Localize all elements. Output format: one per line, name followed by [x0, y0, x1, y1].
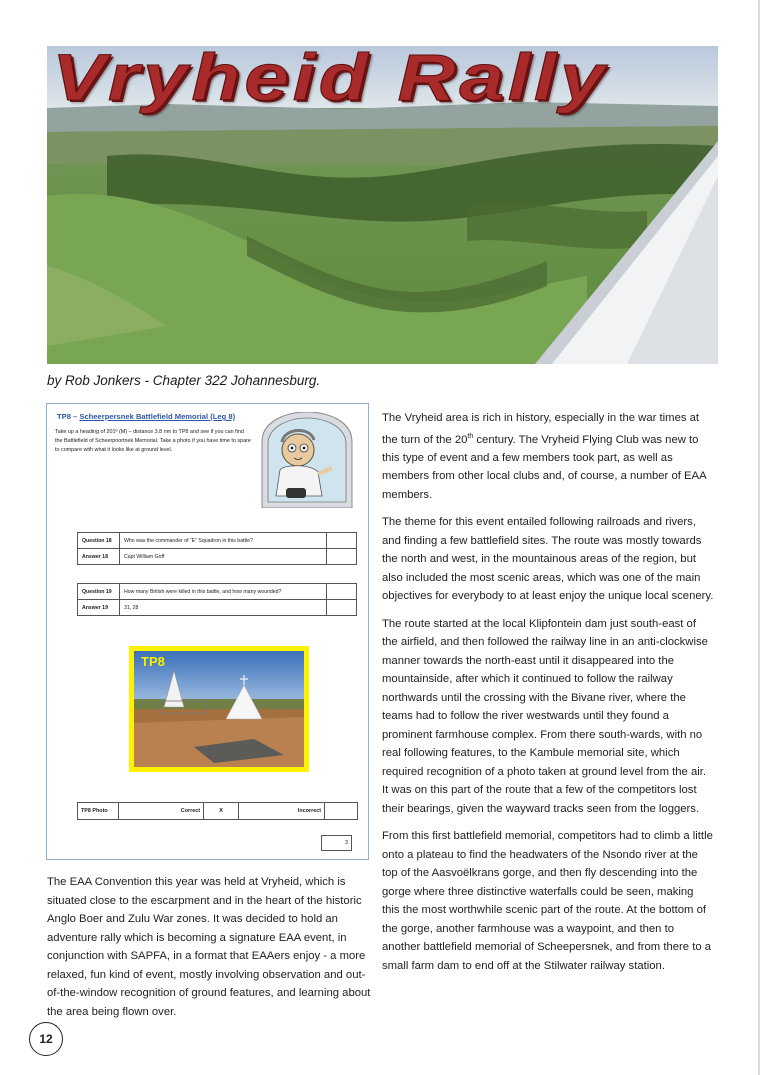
tp8-photo — [129, 646, 309, 772]
answer-18-text: Capt William Goff — [120, 549, 327, 565]
right-column — [382, 409, 714, 984]
right-paragraph-1 — [382, 409, 714, 504]
table-row — [78, 584, 357, 600]
question-18-label: Question 18 — [78, 533, 120, 549]
incorrect-label: Incorrect — [239, 803, 325, 820]
table-row — [78, 600, 357, 616]
table-row — [78, 533, 357, 549]
worksheet-title-prefix: TP8 – — [57, 412, 80, 421]
score-cell — [325, 803, 358, 820]
pilot-cartoon-illustration — [258, 412, 356, 508]
answer-19-text: 31, 28 — [120, 600, 327, 616]
right-paragraph-3: The route started at the local Klipfontein dam just south-east of the airfield, and then followed the railway line in an anti-clockwise manner towards the north-east until it disappeared into the mountainside, after which it continued to follow the railway northwards until the crossing with the Bivane river, where the teams had to follow the river westwards until they found a prominent farmhouse complex. From there south-wards, with no real following features, to the Kambule memorial site, which required recognition of a photo taken at ground level from the air. It was on this part of the route that a few of the competitors lost their bearings, given the wayward tracks seen from the loggers. — [382, 617, 708, 815]
answer-19-label: Answer 19 — [78, 600, 120, 616]
question-19-table — [77, 583, 357, 616]
photo-row-label: TP8 Photo — [78, 803, 119, 820]
ordinal-suffix: th — [467, 432, 474, 440]
tp8-photo-label: TP8 — [141, 654, 165, 669]
left-paragraph: The EAA Convention this year was held at Vryheid, which is situated close to the escarpment and in the heart of the historic Anglo Boer and Zulu War zones. It was decided to hold an adventure rally which is becoming a signature EAA event, in conjunction with SAPFA, in a format that EAAers enjoy - a more relaxed, fun kind of event, mostly involving observation and out-of-the-window recognition of ground features, and learning about the area being flown over. — [47, 876, 371, 1018]
correct-mark: X — [204, 803, 239, 820]
worksheet-title-underlined: Scheerpersnek Battlefield Memorial (Leg 8) — [79, 412, 236, 421]
left-column — [47, 873, 372, 1030]
question-19-text: How many British were killed in this battle, and how many wounded? — [120, 584, 327, 600]
table-row — [78, 803, 358, 820]
worksheet-intro: Take up a heading of 201º (M) – distance 3.8 nm to TP8 and see if you can find the Battlefield of Scheerpoortnek Memorial. Take a photo if you have time to spare to compare with what it looks like at ground level. — [55, 429, 251, 453]
photo-result-table — [77, 802, 358, 820]
question-18-table — [77, 532, 357, 565]
worksheet-page-number: 3 — [321, 835, 352, 851]
article-title: Vryheid Rally — [52, 40, 609, 114]
right-paragraph-4: From this first battlefield memorial, competitors had to climb a little onto a plateau to find the headwaters of the Nsondo river at the top of the Aasvoëlkrans gorge, and then fly descending into the gorge where three distinctive waterfalls could be seen, making this the most worthwhile scenic part of the route. At the bottom of the gorge, another farmhouse was a waypoint, and then to another battlefield memorial of Scheepersnek, and from there to a small farm dam to end off at the Stilwater railway station. — [382, 830, 713, 972]
question-18-text: Who was the commander of “E” Squadron in this battle? — [120, 533, 327, 549]
right-paragraph-1-start: The Vryheid area is rich in history, especially in the war times at the turn of the 20 — [382, 412, 700, 446]
question-19-label: Question 19 — [78, 584, 120, 600]
score-cell — [327, 533, 357, 549]
table-row — [78, 549, 357, 565]
score-cell — [327, 600, 357, 616]
page-number: 12 — [29, 1022, 63, 1056]
worksheet-title — [57, 412, 235, 421]
score-cell — [327, 549, 357, 565]
score-cell — [327, 584, 357, 600]
right-paragraph-1-end: century. The Vryheid Flying Club was new to this type of event and a few members took part, as well as members from other local clubs and, of course, a number of EAA members. — [382, 433, 706, 501]
answer-18-label: Answer 18 — [78, 549, 120, 565]
correct-label: Correct — [119, 803, 204, 820]
right-paragraph-2: The theme for this event entailed following railroads and rivers, and finding a few battlefield sites. The route was mostly towards the north and west, in the mountainous areas of the region, but also included the most scenic areas, which was one of the main objectives for everybody to at least enjoy the unique local scenery. — [382, 516, 714, 603]
rally-worksheet — [46, 403, 369, 860]
byline: by Rob Jonkers - Chapter 322 Johannesburg. — [47, 373, 321, 388]
